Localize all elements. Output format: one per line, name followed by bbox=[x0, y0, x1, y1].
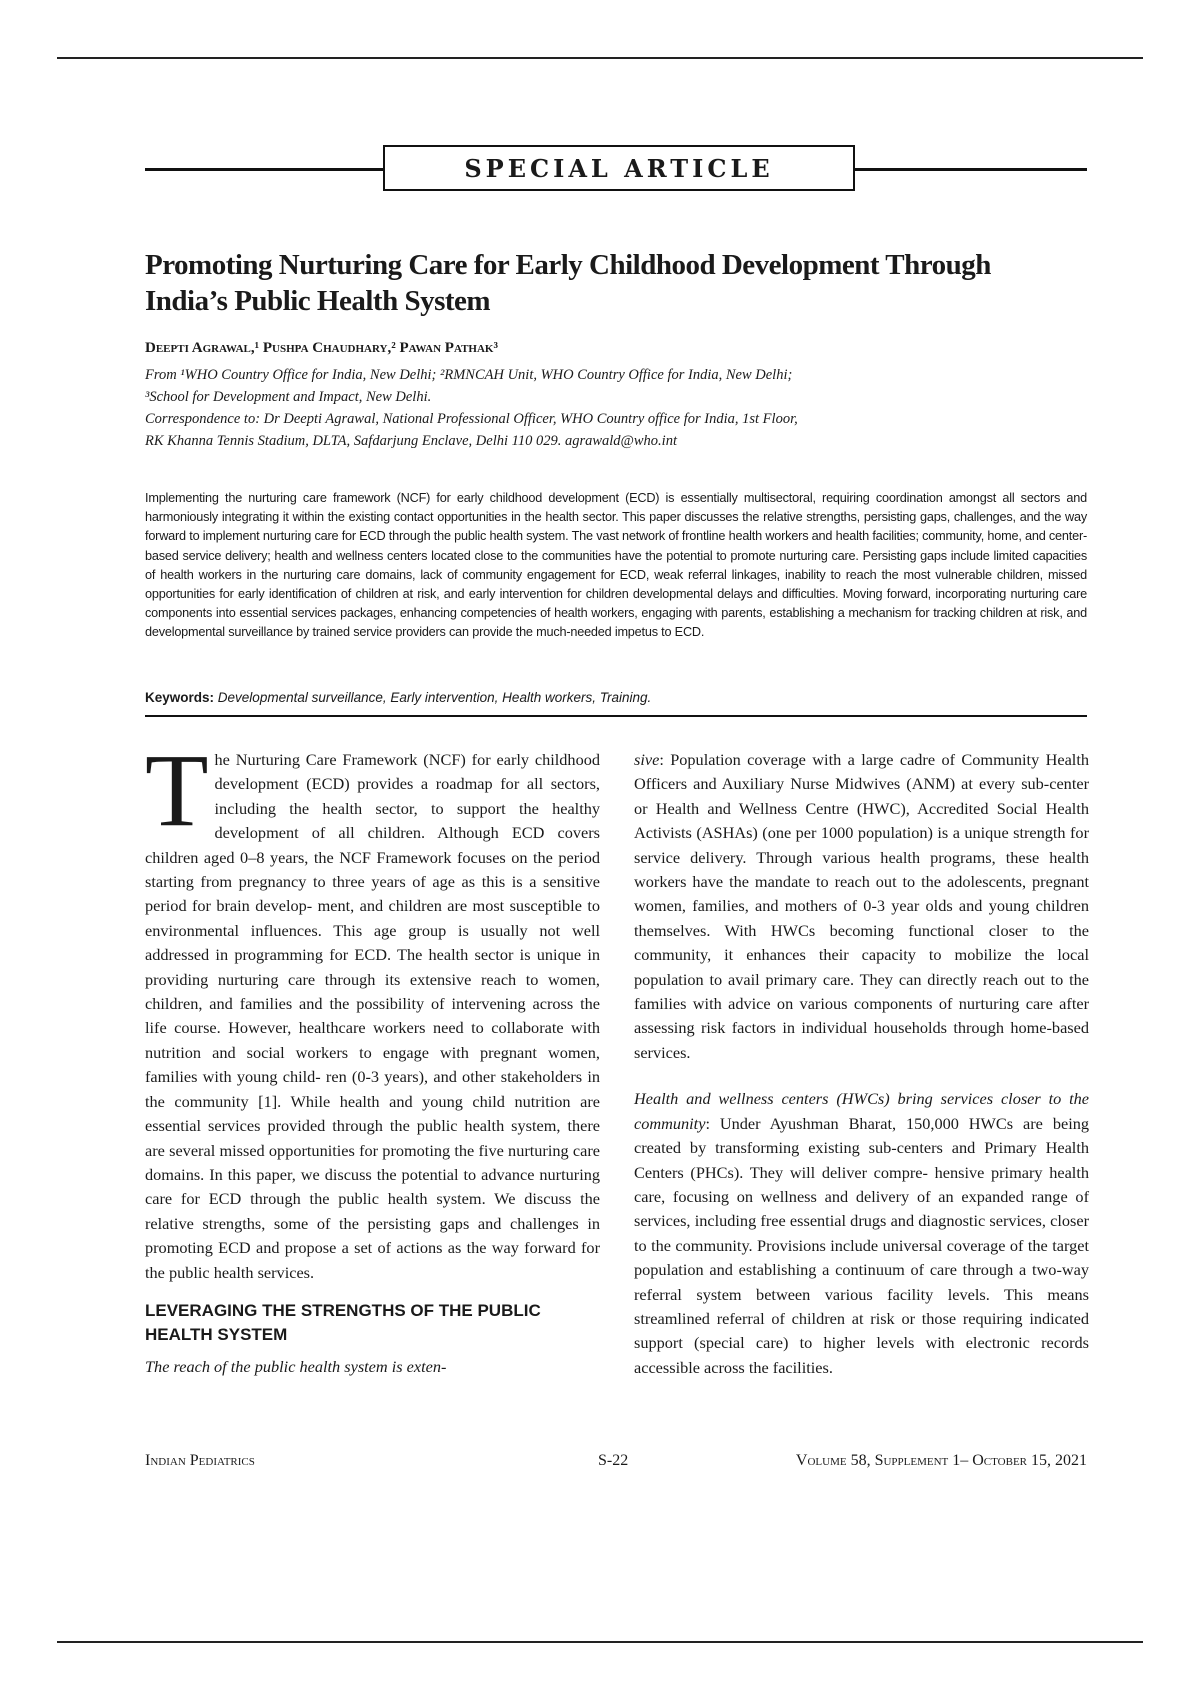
hwc-paragraph bbox=[634, 1087, 1089, 1380]
author-list: Deepti Agrawal,¹ Pushpa Chaudhary,² Pawan Pathak³ bbox=[145, 340, 498, 356]
intro-paragraph bbox=[145, 733, 600, 1285]
keywords-text: Developmental surveillance, Early intervention, Health workers, Training. bbox=[217, 690, 652, 705]
footer-journal: Indian Pediatrics bbox=[145, 1452, 255, 1469]
correspondence-line-1: Correspondence to: Dr Deepti Agrawal, National Professional Officer, WHO Country office for India, 1st Floor, bbox=[145, 411, 798, 427]
reach-lead-right: sive bbox=[634, 750, 660, 769]
keywords bbox=[145, 690, 1087, 705]
intro-text: he Nurturing Care Framework (NCF) for early childhood development (ECD) provides a roadmap for all sectors, including the health sector, to support the healthy development of all children. Although ECD covers children aged 0–8 years, the NCF Framework focuses on the period starting from pregnancy to three years of age as this is a sensitive period for brain develop- ment, and children are most susceptible to environmental influences. This age group is usually not well addressed in programming for ECD. The health sector is unique in providing nurturing care through its extensive reach to women, children, and families and the possibility of intervening across the life course. However, healthcare workers need to collaborate with nutrition and social workers to engage with pregnant women, families with young child- ren (0-3 years), and other stakeholders in the community [1]. While health and young child nutrition are essential services provided through the public health system, there are several missed opportunities for promoting the five nurturing care domains. In this paper, we discuss the potential to advance nurturing care for ECD through the public health system. We discuss the relative strengths, some of the persisting gaps and challenges in promoting ECD and propose a set of actions as the way forward for the public health services. bbox=[145, 750, 600, 1282]
abstract: Implementing the nurturing care framework (NCF) for early childhood development (ECD) is essentially multisectoral, requiring coordination amongst all sectors and harmoniously integrating it within the existing contact opportunities in the health sector. This paper discusses the relative strengths, persisting gaps, challenges, and the way forward to implement nurturing care for ECD through the public health system. The vast network of frontline health workers and health facilities; community, home, and center-based service delivery; health and wellness centers located close to the communities have the potential to promote nurturing care. Persisting gaps include limited capacities of health workers in the nurturing care domains, lack of community engagement for ECD, weak referral linkages, inability to reach the most vulnerable children, missed opportunities for early identification of children at risk, and early intervention for children developmental delays and difficulties. Moving forward, incorporating nurturing care components into essential services packages, enhancing competencies of health workers, engaging with parents, establishing a mechanism for tracking children at risk, and developmental surveillance by trained service providers can provide the much-needed impetus to ECD. bbox=[145, 491, 1087, 640]
affiliation-line-2: ³School for Development and Impact, New Delhi. bbox=[145, 389, 432, 405]
footer-page-number: S-22 bbox=[598, 1452, 629, 1469]
reach-lead-left: The reach of the public health system is exten- bbox=[145, 1356, 447, 1376]
special-article-banner bbox=[145, 145, 1087, 195]
keywords-label: Keywords: bbox=[145, 690, 215, 705]
banner-label: SPECIAL ARTICLE bbox=[383, 145, 855, 191]
banner-right-line bbox=[855, 168, 1087, 171]
left-column bbox=[145, 733, 600, 1379]
affiliation-line-1: From ¹WHO Country Office for India, New Delhi; ²RMNCAH Unit, WHO Country Office for India, New Delhi; bbox=[145, 367, 793, 383]
affiliations bbox=[145, 364, 1075, 452]
correspondence-line-2: RK Khanna Tennis Stadium, DLTA, Safdarjung Enclave, Delhi 110 029. agrawald@who.int bbox=[145, 433, 677, 449]
top-rule bbox=[57, 57, 1143, 59]
section-heading: LEVERAGING THE STRENGTHS OF THE PUBLIC HEALTH SYSTEM bbox=[145, 1300, 541, 1344]
article-title: Promoting Nurturing Care for Early Childhood Development Through India’s Public Health System bbox=[145, 249, 991, 317]
banner-left-line bbox=[145, 168, 383, 171]
right-column bbox=[634, 748, 1089, 1380]
bottom-rule bbox=[57, 1641, 1143, 1643]
reach-text: : Population coverage with a large cadre of Community Health Officers and Auxiliary Nurse Midwives (ANM) at every sub-center or Health and Wellness Centre (HWC), Accredited Social Health Activists (ASHAs) (one per 1000 population) is a unique strength for service delivery. Through various health programs, these health workers have the mandate to reach out to the adolescents, pregnant women, families, and mothers of 0-3 year olds and young children themselves. With HWCs becoming functional closer to the community, it enhances their capacity to mobilize the local population to avail primary care. They can directly reach out to the families with advice on various components of nurturing care after assessing risk factors in individual households through home-based services. bbox=[634, 750, 1089, 1062]
reach-paragraph bbox=[634, 748, 1089, 1065]
footer-volume: Volume 58, Supplement 1– October 15, 2021 bbox=[795, 1452, 1087, 1469]
hwc-text: : Under Ayushman Bharat, 150,000 HWCs are being created by transforming existing sub-centers and Primary Health Centers (PHCs). They will deliver compre- hensive primary health care, focusing on wellness and delivery of an expanded range of services, including free essential drugs and diagnostic services, closer to the community. Provisions include universal coverage of the target population and establishing a continuum of care through a two-way referral system between various facility levels. This means streamlined referral of children at risk or those requiring indicated support (special care) to higher levels with electronic records accessible across the facilities. bbox=[634, 1113, 1089, 1377]
drop-cap: T bbox=[145, 733, 209, 848]
keywords-rule bbox=[145, 715, 1087, 717]
hwc-lead: Health and wellness centers (HWCs) bring services closer to the community bbox=[634, 1089, 1089, 1133]
